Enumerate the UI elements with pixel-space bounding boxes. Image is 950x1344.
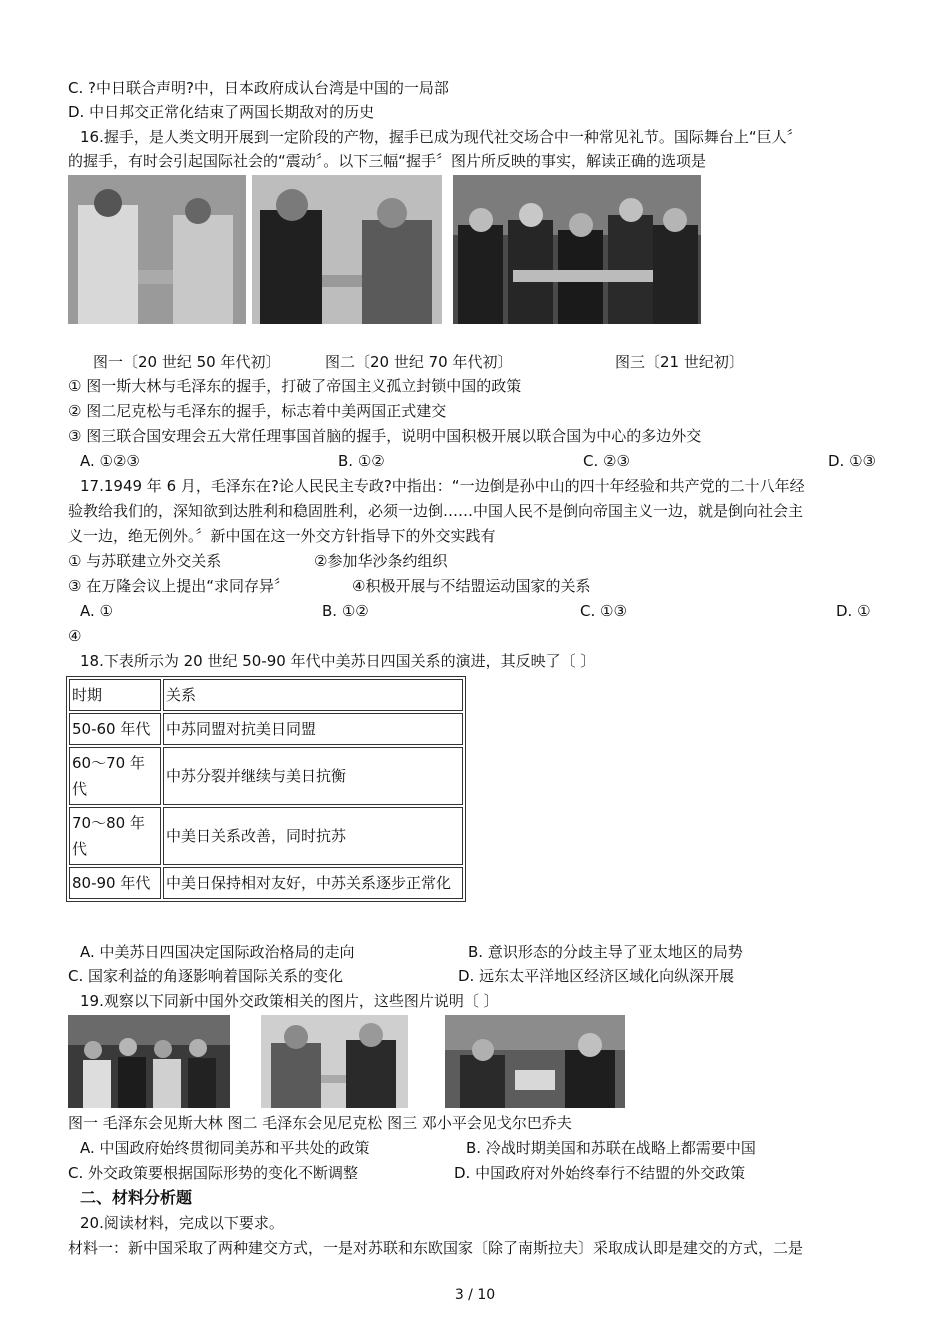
option-d-line: D. 中日邦交正常化结束了两国长期敌对的历史 <box>68 103 375 121</box>
section-heading: 二、材料分析题 <box>80 1188 193 1207</box>
table-header-row <box>69 679 463 711</box>
q16-caption-3: 图三〔21 世纪初〕 <box>615 353 744 371</box>
q17-option-d-wrap: ④ <box>68 627 82 645</box>
q16-item-1: ① 图一斯大林与毛泽东的握手，打破了帝国主义孤立封锁中国的政策 <box>68 377 522 395</box>
q17-option-c[interactable]: C. ①③ <box>580 602 627 620</box>
q19-option-a[interactable]: A. 中国政府始终贯彻同美苏和平共处的政策 <box>80 1139 370 1157</box>
cell-relation: 中美日关系改善，同时抗苏 <box>163 807 463 865</box>
photo-deng-gorbachev <box>445 1015 625 1108</box>
q18-option-b[interactable]: B. 意识形态的分歧主导了亚太地区的局势 <box>468 943 743 961</box>
q16-caption-2: 图二〔20 世纪 70 年代初〕 <box>325 353 513 371</box>
table-row <box>69 747 463 805</box>
table-row <box>69 807 463 865</box>
header-period: 时期 <box>69 679 161 711</box>
cell-relation: 中美日保持相对友好，中苏关系逐步正常化 <box>163 867 463 899</box>
table-row <box>69 867 463 899</box>
q18-option-d[interactable]: D. 远东太平洋地区经济区域化向纵深开展 <box>458 967 735 985</box>
q16-text-2: 的握手，有时会引起国际社会的“震动〞。以下三幅“握手〞图片所反映的事实，解读正确的选项是 <box>68 152 707 170</box>
q16-caption-1: 图一〔20 世纪 50 年代初〕 <box>93 353 281 371</box>
photo-mao-nixon <box>261 1015 408 1108</box>
q17-text-3: 义一边，绝无例外。〞新中国在这一外交方针指导下的外交实践有 <box>68 527 496 545</box>
q19-caption: 图一 毛泽东会见斯大林 图二 毛泽东会见尼克松 图三 邓小平会见戈尔巴乔夫 <box>68 1114 572 1132</box>
q16-item-2: ② 图二尼克松与毛泽东的握手，标志着中美两国正式建交 <box>68 402 447 420</box>
photo-nixon-mao <box>252 175 442 324</box>
q18-option-a[interactable]: A. 中美苏日四国决定国际政治格局的走向 <box>80 943 355 961</box>
photo-five-leaders <box>453 175 701 324</box>
q17-item-1: ① 与苏联建立外交关系 <box>68 552 222 570</box>
q16-option-b[interactable]: B. ①② <box>338 452 385 470</box>
cell-period: 70～80 年代 <box>69 807 161 865</box>
q20-text: 20.阅读材料，完成以下要求。 <box>80 1214 284 1232</box>
q19-option-c[interactable]: C. 外交政策要根据国际形势的变化不断调整 <box>68 1164 359 1182</box>
cell-period: 50-60 年代 <box>69 713 161 745</box>
option-c-line: C. ?中日联合声明?中，日本政府成认台湾是中国的一局部 <box>68 79 449 97</box>
q19-text: 19.观察以下同新中国外交政策相关的图片，这些图片说明〔 〕 <box>80 992 499 1010</box>
q16-option-a[interactable]: A. ①②③ <box>80 452 140 470</box>
header-relation: 关系 <box>163 679 463 711</box>
cell-relation: 中苏同盟对抗美日同盟 <box>163 713 463 745</box>
cell-period: 60～70 年代 <box>69 747 161 805</box>
q16-item-3: ③ 图三联合国安理会五大常任理事国首脑的握手，说明中国积极开展以联合国为中心的多边外交 <box>68 427 702 445</box>
q19-option-d[interactable]: D. 中国政府对外始终奉行不结盟的外交政策 <box>454 1164 746 1182</box>
page-number: 3 / 10 <box>454 1287 496 1303</box>
q17-option-a[interactable]: A. ① <box>80 602 113 620</box>
q16-option-d[interactable]: D. ①③ <box>828 452 876 470</box>
q16-option-c[interactable]: C. ②③ <box>583 452 630 470</box>
q18-option-c[interactable]: C. 国家利益的角逐影响着国际关系的变化 <box>68 967 344 985</box>
q19-option-b[interactable]: B. 冷战时期美国和苏联在战略上都需要中国 <box>466 1139 756 1157</box>
q17-item-3: ③ 在万隆会议上提出“求同存异〞 <box>68 577 289 595</box>
table-row <box>69 713 463 745</box>
q17-option-b[interactable]: B. ①② <box>322 602 369 620</box>
photo-mao-stalin <box>68 1015 230 1108</box>
q17-item-2: ②参加华沙条约组织 <box>314 552 448 570</box>
q20-material: 材料一：新中国采取了两种建交方式，一是对苏联和东欧国家〔除了南斯拉夫〕采取成认即是建交的方式，二是 <box>68 1239 804 1257</box>
photo-stalin-mao <box>68 175 246 324</box>
cell-relation: 中苏分裂并继续与美日抗衡 <box>163 747 463 805</box>
q17-item-4: ④积极开展与不结盟运动国家的关系 <box>352 577 591 595</box>
cell-period: 80-90 年代 <box>69 867 161 899</box>
q17-text-2: 验教给我们的，深知欲到达胜利和稳固胜利，必须一边倒……中国人民不是倒向帝国主义一边，就是倒向社会主 <box>68 502 804 520</box>
q17-text-1: 17.1949 年 6 月，毛泽东在?论人民民主专政?中指出：“一边倒是孙中山的四十年经验和共产党的二十八年经 <box>80 477 805 495</box>
q16-text-1: 16.握手，是人类文明开展到一定阶段的产物，握手已成为现代社交场合中一种常见礼节。国际舞台上“巨人〞 <box>80 128 802 146</box>
relations-table <box>66 676 466 902</box>
q17-option-d[interactable]: D. ① <box>836 602 871 620</box>
q18-text: 18.下表所示为 20 世纪 50-90 年代中美苏日四国关系的演进，其反映了〔 〕 <box>80 652 596 670</box>
